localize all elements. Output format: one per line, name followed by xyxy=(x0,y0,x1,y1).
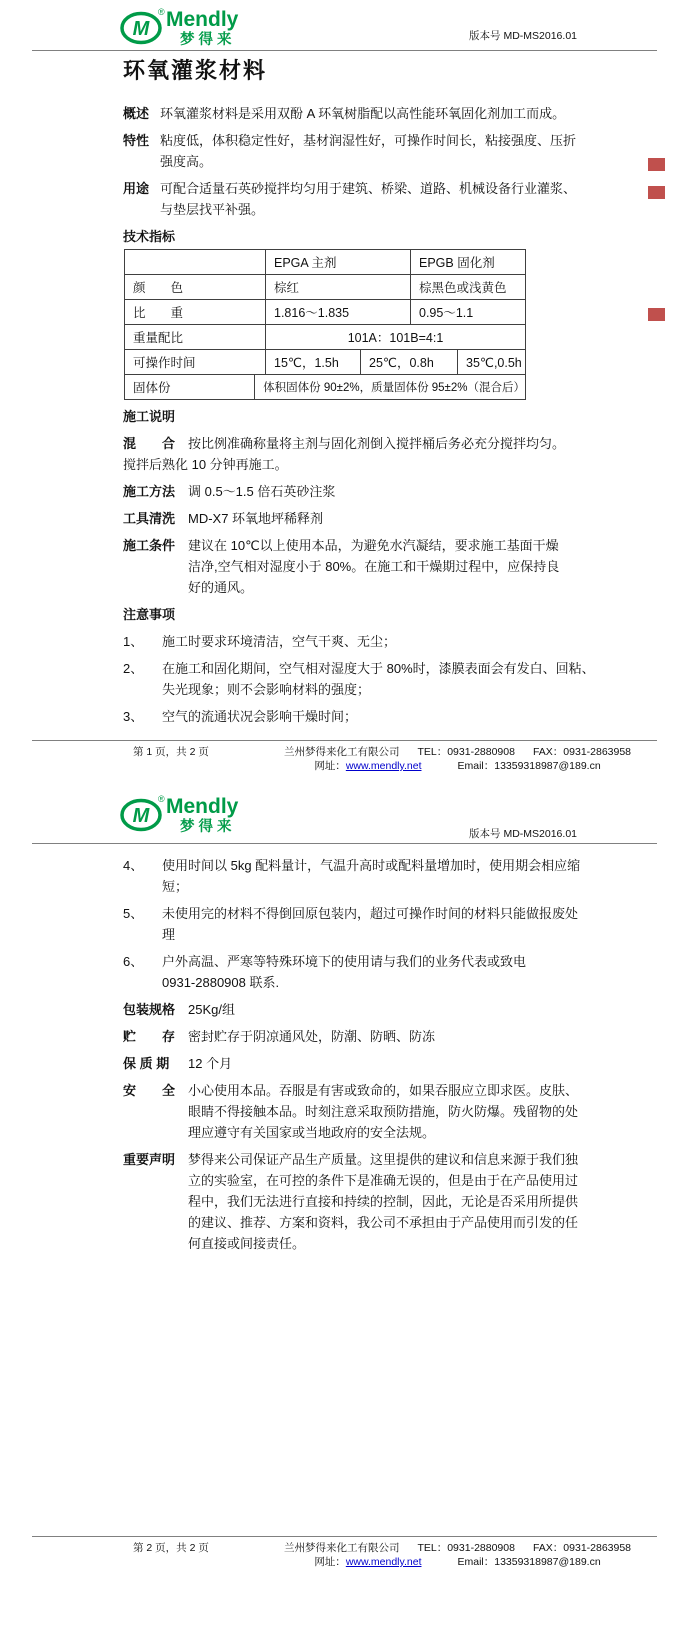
table-cell: 0.95～1.1 xyxy=(410,300,525,324)
features-line1: 粘度低，体积稳定性好，基材润湿性好，可操作时间长，粘接强度、压折 xyxy=(160,133,577,148)
note-number: 5、 xyxy=(123,906,144,921)
table-cell: 重量配比 xyxy=(133,331,184,345)
statement-line2: 立的实验室，在可控的条件下是准确无误的，但是由于在产品使用过 xyxy=(188,1173,579,1188)
brand-name: Mendly xyxy=(166,795,239,818)
note-text: 失光现象；则不会影响材料的强度； xyxy=(162,682,371,697)
note-text: 理 xyxy=(162,927,176,942)
table-cell: 可操作时间 xyxy=(133,356,196,370)
conditions-line3: 好的通风。 xyxy=(188,580,254,595)
web-label: 网址： xyxy=(314,1556,346,1568)
mixing-row xyxy=(123,433,603,454)
page-number: 第 1 页，共 2 页 xyxy=(133,746,209,758)
logo-monogram-icon: M xyxy=(132,18,150,40)
note-number: 1、 xyxy=(123,634,144,649)
note-item xyxy=(123,903,603,945)
note-item xyxy=(123,706,603,727)
footer-email: Email：13359318987@189.cn xyxy=(457,760,601,772)
highlight-mark xyxy=(648,158,665,171)
highlight-mark xyxy=(648,308,665,321)
method-label: 施工方法 xyxy=(123,484,176,499)
storage-row xyxy=(123,1026,603,1047)
table-cell: 颜 色 xyxy=(133,281,184,295)
mixing-line1: 按比例准确称量将主剂与固化剂倒入搅拌桶后务必充分搅拌均匀。 xyxy=(188,436,566,451)
safety-row xyxy=(123,1080,603,1143)
table-cell: 25℃，0.8h xyxy=(360,350,457,374)
note-text: 空气的流通状况会影响干燥时间； xyxy=(162,709,358,724)
note-number: 3、 xyxy=(123,709,144,724)
conditions-row xyxy=(123,535,603,598)
footer-line1 xyxy=(268,745,647,759)
footer-fax: FAX：0931-2863958 xyxy=(532,746,632,758)
table-cell: 棕红 xyxy=(265,275,410,299)
statement-row xyxy=(123,1149,603,1254)
company-name: 兰州梦得来化工有限公司 xyxy=(283,1542,400,1554)
tech-indicators-title: 技术指标 xyxy=(123,229,176,244)
conditions-line1: 建议在 10℃以上使用本品，为避免水汽凝结，要求施工基面干燥 xyxy=(188,538,559,553)
footer-line2 xyxy=(268,1555,647,1569)
cleaning-row xyxy=(123,508,603,529)
overview-text: 环氧灌浆材料是采用双酚 A 环氧树脂配以高性能环氧固化剂加工而成。 xyxy=(160,106,566,121)
safety-line3: 理应遵守有关国家或当地政府的安全法规。 xyxy=(188,1125,436,1140)
note-text: 户外高温、严寒等特殊环境下的使用请与我们的业务代表或致电 xyxy=(162,954,527,969)
table-cell: EPGB 固化剂 xyxy=(410,250,525,274)
table-row xyxy=(125,349,525,374)
features-line2: 强度高。 xyxy=(160,154,213,169)
table-cell: 固体份 xyxy=(133,381,171,395)
version-label: 版本号 MD-MS2016.01 xyxy=(469,828,577,840)
table-cell: EPGA 主剂 xyxy=(265,250,410,274)
safety-label: 安 全 xyxy=(123,1083,176,1098)
footer-rule xyxy=(32,1536,657,1537)
brand-name-cn: 梦得来 xyxy=(180,32,236,48)
website-link[interactable]: www.mendly.net xyxy=(345,760,422,772)
table-row xyxy=(125,374,525,399)
note-text: 未使用完的材料不得倒回原包装内，超过可操作时间的材料只能做报废处 xyxy=(162,906,579,921)
note-number: 2、 xyxy=(123,661,144,676)
conditions-line2: 洁净,空气相对湿度小于 80%。在施工和干燥期过程中，应保持良 xyxy=(188,559,560,574)
registered-mark-icon: ® xyxy=(158,7,165,17)
note-text: 施工时要求环境清洁，空气干爽、无尘； xyxy=(162,634,397,649)
mixing-label: 混 合 xyxy=(123,436,176,451)
note-text: 0931-2880908 联系. xyxy=(162,975,280,990)
footer-tel: TEL：0931-2880908 xyxy=(417,1542,515,1554)
cleaning-label: 工具清洗 xyxy=(123,511,176,526)
usage-line2: 与垫层找平补强。 xyxy=(160,202,265,217)
cleaning-text: MD-X7 环氧地坪稀释剂 xyxy=(188,511,324,526)
brand-name-cn: 梦得来 xyxy=(180,819,236,835)
notes-title: 注意事项 xyxy=(123,607,176,622)
shelf-life-row xyxy=(123,1053,603,1074)
page2-content xyxy=(123,855,603,1260)
note-text: 使用时间以 5kg 配料量计，气温升高时或配料量增加时，使用期会相应缩 xyxy=(162,858,581,873)
footer-line1 xyxy=(268,1541,647,1555)
header-rule xyxy=(32,843,657,844)
website-link[interactable]: www.mendly.net xyxy=(345,1556,422,1568)
page1-footer xyxy=(133,745,647,773)
storage-label: 贮 存 xyxy=(123,1029,176,1044)
statement-line4: 的建议、推荐、方案和资料，我公司不承担由于产品使用而引发的任 xyxy=(188,1215,579,1230)
table-cell: 比 重 xyxy=(133,306,184,320)
brand-name: Mendly xyxy=(166,8,239,31)
footer-email: Email：13359318987@189.cn xyxy=(457,1556,601,1568)
note-item xyxy=(123,658,603,700)
conditions-label: 施工条件 xyxy=(123,538,176,553)
packing-text: 25Kg/组 xyxy=(188,1002,235,1017)
page1-content xyxy=(123,103,603,733)
page-number: 第 2 页，共 2 页 xyxy=(133,1542,209,1554)
safety-line2: 眼睛不得接触本品。时刻注意采取预防措施，防火防爆。残留物的处 xyxy=(188,1104,579,1119)
note-item xyxy=(123,855,603,897)
statement-label: 重要声明 xyxy=(123,1152,176,1167)
usage-line1: 可配合适量石英砂搅拌均匀用于建筑、桥梁、道路、机械设备行业灌浆、 xyxy=(160,181,577,196)
shelf-life-text: 12 个月 xyxy=(188,1056,233,1071)
safety-line1: 小心使用本品。吞服是有害或致命的，如果吞服应立即求医。皮肤、 xyxy=(188,1083,579,1098)
note-text: 短； xyxy=(162,879,189,894)
shelf-life-label: 保 质 期 xyxy=(123,1056,170,1071)
tech-indicators-table xyxy=(124,249,526,400)
table-row xyxy=(125,274,525,299)
packing-label: 包装规格 xyxy=(123,1002,176,1017)
statement-line1: 梦得来公司保证产品生产质量。这里提供的建议和信息来源于我们独 xyxy=(188,1152,579,1167)
packing-row xyxy=(123,999,603,1020)
usage-row xyxy=(123,178,603,220)
table-cell: 1.816～1.835 xyxy=(265,300,410,324)
footer-tel: TEL：0931-2880908 xyxy=(417,746,515,758)
note-number: 6、 xyxy=(123,954,144,969)
table-cell: 体积固体份 90±2%，质量固体份 95±2%（混合后） xyxy=(254,375,525,399)
note-text: 在施工和固化期间，空气相对湿度大于 80%时，漆膜表面会有发白、回粘、 xyxy=(162,661,595,676)
note-number: 4、 xyxy=(123,858,144,873)
mendly-logo xyxy=(120,792,290,836)
note-item xyxy=(123,951,603,993)
table-cell: 棕黑色或浅黄色 xyxy=(410,275,525,299)
construction-title: 施工说明 xyxy=(123,409,176,424)
table-cell: 101A：101B=4:1 xyxy=(265,325,525,349)
statement-line5: 何直接或间接责任。 xyxy=(188,1236,306,1251)
footer-fax: FAX：0931-2863958 xyxy=(532,1542,632,1554)
method-text: 调 0.5～1.5 倍石英砂注浆 xyxy=(188,484,336,499)
page-title: 环氧灌浆材料 xyxy=(123,58,268,83)
table-header-row xyxy=(125,250,525,274)
logo-monogram-icon: M xyxy=(132,805,150,827)
table-row xyxy=(125,299,525,324)
registered-mark-icon: ® xyxy=(158,794,165,804)
highlight-mark xyxy=(648,186,665,199)
table-row xyxy=(125,324,525,349)
method-row xyxy=(123,481,603,502)
usage-label: 用途 xyxy=(123,181,150,196)
features-row xyxy=(123,130,603,172)
table-cell: 35℃,0.5h xyxy=(457,350,525,374)
overview-row xyxy=(123,103,603,124)
header-rule xyxy=(32,50,657,51)
mixing-line2: 搅拌后熟化 10 分钟再施工。 xyxy=(123,457,288,472)
storage-text: 密封贮存于阴凉通风处，防潮、防晒、防冻 xyxy=(188,1029,436,1044)
page2-footer xyxy=(133,1541,647,1569)
statement-line3: 程中，我们无法进行直接和持续的控制，因此，无论是否采用所提供 xyxy=(188,1194,579,1209)
footer-rule xyxy=(32,740,657,741)
table-cell: 15℃，1.5h xyxy=(265,350,360,374)
mendly-logo xyxy=(120,5,290,49)
footer-line2 xyxy=(268,759,647,773)
company-name: 兰州梦得来化工有限公司 xyxy=(283,746,400,758)
features-label: 特性 xyxy=(123,133,150,148)
web-label: 网址： xyxy=(314,760,346,772)
overview-label: 概述 xyxy=(123,106,150,121)
version-label: 版本号 MD-MS2016.01 xyxy=(469,30,577,42)
note-item xyxy=(123,631,603,652)
table-cell xyxy=(125,250,265,274)
